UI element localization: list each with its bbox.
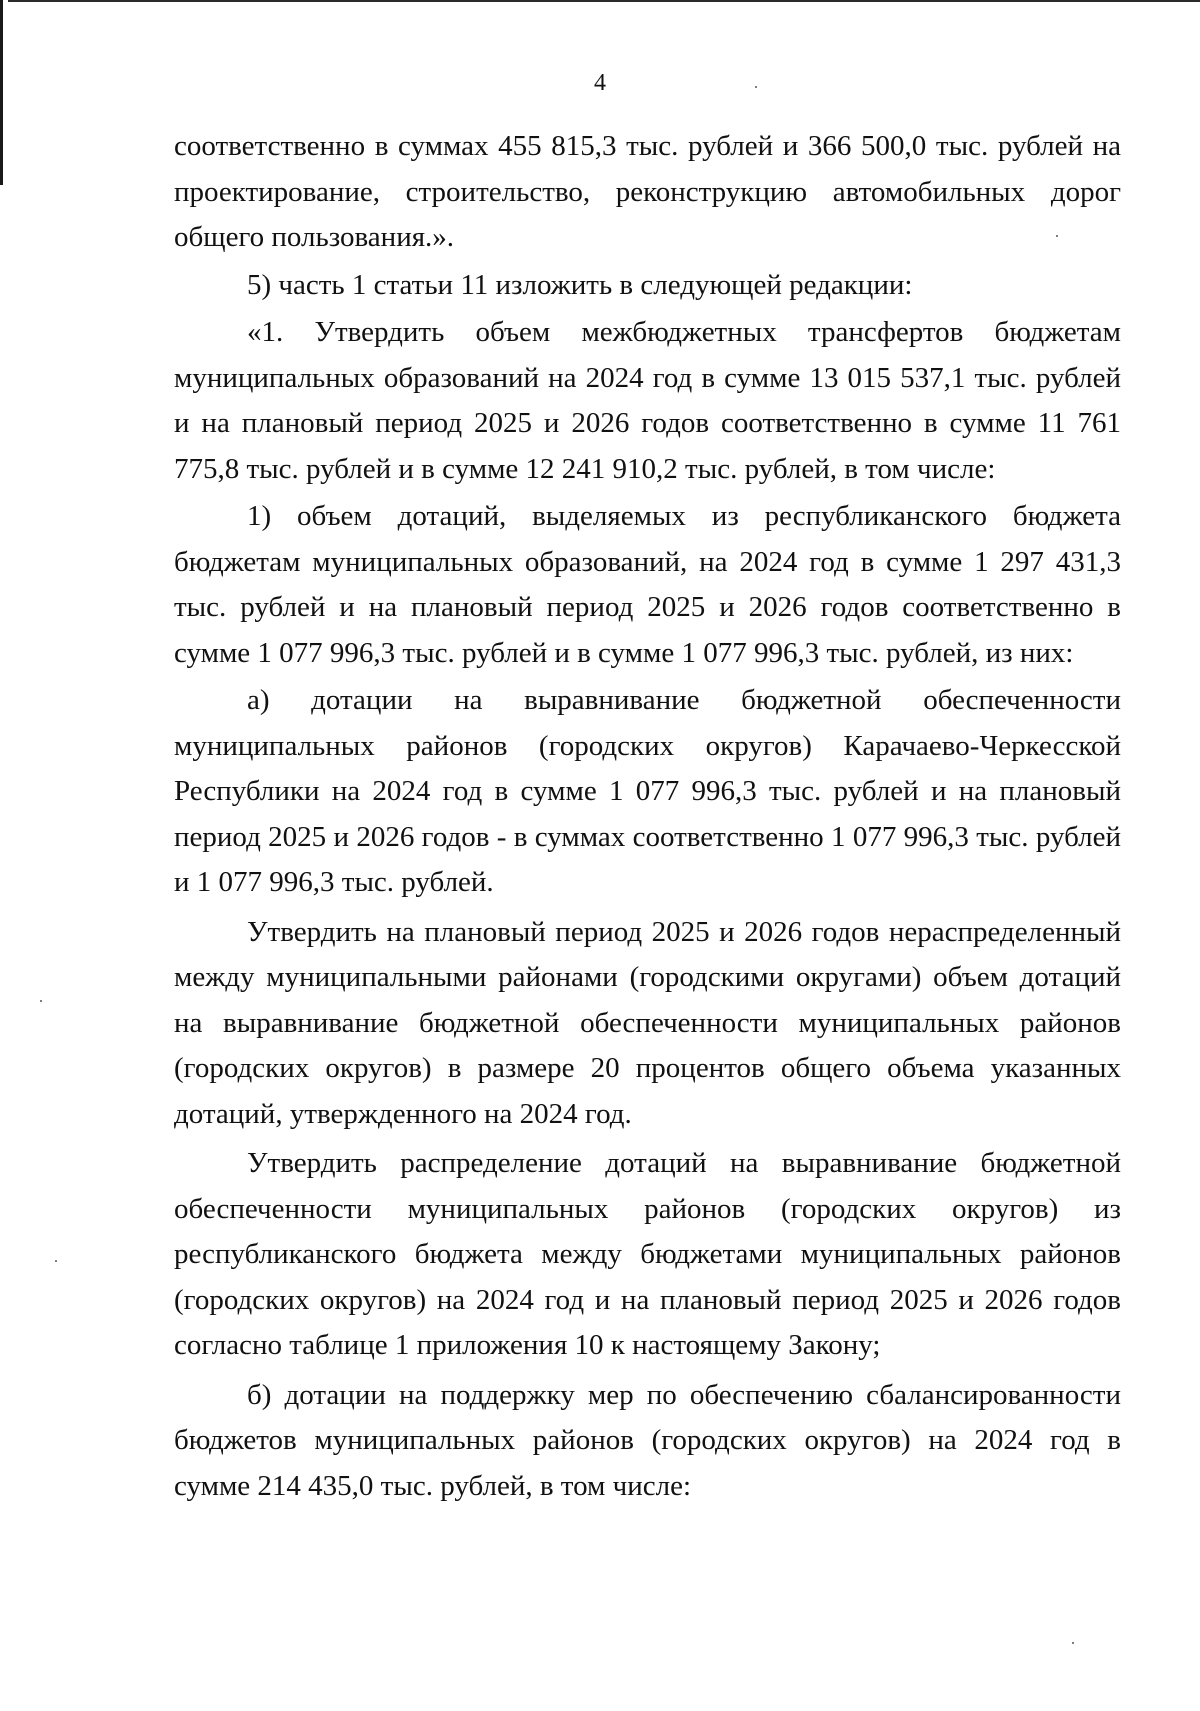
document-body — [174, 124, 1121, 1509]
paragraph-undistributed-volume: Утвердить на плановый период 2025 и 2026 годов нераспределенный между муниципальными районами (городскими округами) объем дотаций на выравнивание бюджетной обеспеченности муниципальных районов (городских округов) в размере 20 процентов общего объема указанных дотаций, утвержденного на 2024 год. — [174, 915, 1121, 1130]
page-number: 4 — [594, 70, 606, 96]
paragraph-item-5: 5) часть 1 статьи 11 изложить в следующей редакции: — [247, 268, 913, 301]
paragraph-subitem-1: 1) объем дотаций, выделяемых из республиканского бюджета бюджетам муниципальных образований, на 2024 год в сумме 1 297 431,3 тыс. рублей и на плановый период 2025 и 2026 годов соответственно в сумме 1 077 996,3 тыс. рублей и в сумме 1 077 996,3 тыс. рублей, из них: — [174, 500, 1121, 669]
scan-speck — [40, 1000, 42, 1002]
paragraph-subitem-b: б) дотации на поддержку мер по обеспечению сбалансированности бюджетов муниципальных районов (городских округов) на 2024 год в сумме 214 435,0 тыс. рублей, в том числе: — [174, 1378, 1121, 1502]
scan-edge-top — [8, 0, 1200, 2]
paragraph-part-1: «1. Утвердить объем межбюджетных трансфертов бюджетам муниципальных образований на 2024 год в сумме 13 015 537,1 тыс. рублей и на плановый период 2025 и 2026 годов соответственно в сумме 11 761 775,8 тыс. рублей и в сумме 12 241 910,2 тыс. рублей, в том числе: — [174, 316, 1121, 485]
paragraph-distribution: Утвердить распределение дотаций на выравнивание бюджетной обеспеченности муниципальных районов (городских округов) из республиканского бюджета между бюджетами муниципальных районов (городских округов) на 2024 год и на плановый период 2025 и 2026 годов согласно таблице 1 приложения 10 к настоящему Закону; — [174, 1147, 1121, 1361]
paragraph-subitem-a: а) дотации на выравнивание бюджетной обеспеченности муниципальных районов (городских округов) Карачаево-Черкесской Республики на 2024 год в сумме 1 077 996,3 тыс. рублей и на плановый период 2025 и 2026 годов - в суммах соответственно 1 077 996,3 тыс. рублей и 1 077 996,3 тыс. рублей. — [174, 684, 1121, 898]
paragraph-continuation: соответственно в суммах 455 815,3 тыс. рублей и 366 500,0 тыс. рублей на проектирование, строительство, реконструкцию автомобильных дорог общего пользования.». — [174, 130, 1121, 253]
scan-speck — [1072, 1642, 1074, 1644]
scan-speck — [55, 1260, 57, 1262]
